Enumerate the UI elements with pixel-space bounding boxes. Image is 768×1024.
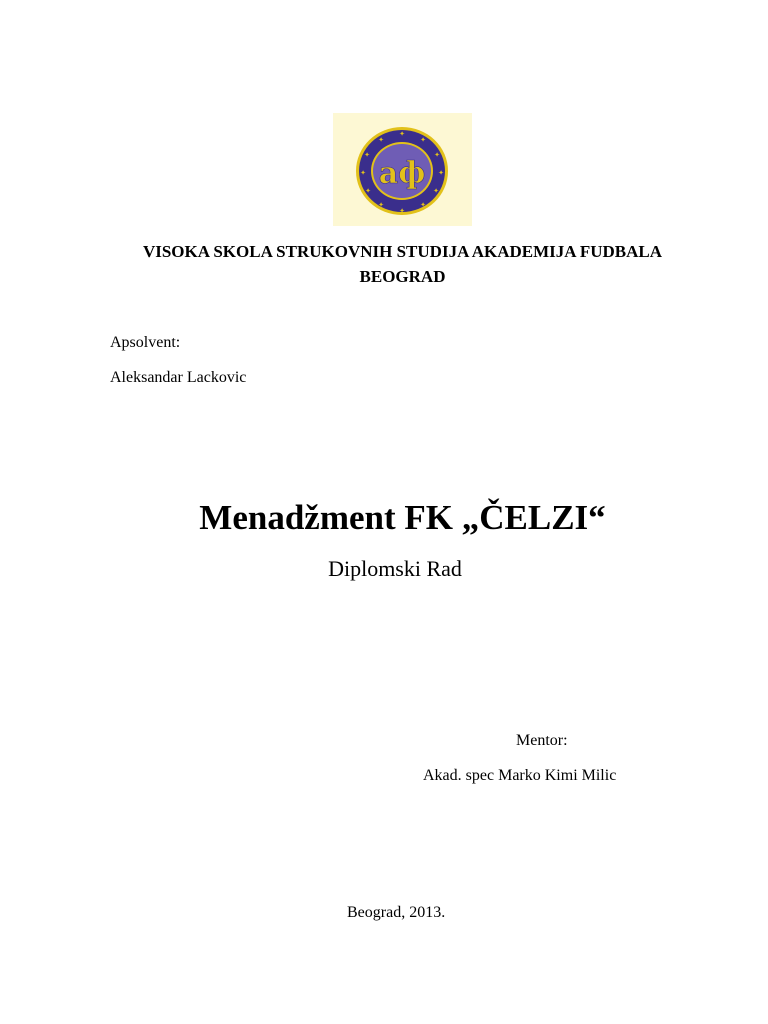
thesis-title: Menadžment FK „ČELZI“: [199, 498, 606, 537]
svg-text:✦: ✦: [420, 136, 426, 144]
svg-text:✦: ✦: [420, 201, 426, 209]
svg-text:✦: ✦: [378, 201, 384, 209]
svg-text:✦: ✦: [364, 151, 370, 159]
svg-text:✦: ✦: [438, 169, 444, 177]
thesis-subtitle: Diplomski Rad: [328, 556, 462, 581]
author-label: Apsolvent:: [110, 334, 181, 351]
institution-line-1: VISOKA SKOLA STRUKOVNIH STUDIJA AKADEMIJA FUDBALA: [142, 242, 663, 261]
svg-text:✦: ✦: [360, 169, 366, 177]
svg-text:✦: ✦: [365, 187, 371, 195]
institution-name: [60, 239, 745, 289]
svg-text:✦: ✦: [399, 130, 405, 138]
place-and-date: Beograd, 2013.: [347, 904, 446, 921]
mentor-name: Akad. spec Marko Kimi Milic: [423, 767, 617, 784]
logo-monogram: аф: [378, 156, 426, 191]
mentor-label: Mentor:: [516, 732, 568, 749]
svg-text:✦: ✦: [378, 136, 384, 144]
academy-logo: [333, 113, 472, 226]
svg-text:✦: ✦: [434, 151, 440, 159]
author-name: Aleksandar Lackovic: [110, 369, 247, 386]
institution-line-2: BEOGRAD: [359, 267, 446, 286]
svg-text:✦: ✦: [399, 207, 405, 215]
svg-text:✦: ✦: [433, 187, 439, 195]
academy-emblem-icon: [333, 113, 472, 226]
